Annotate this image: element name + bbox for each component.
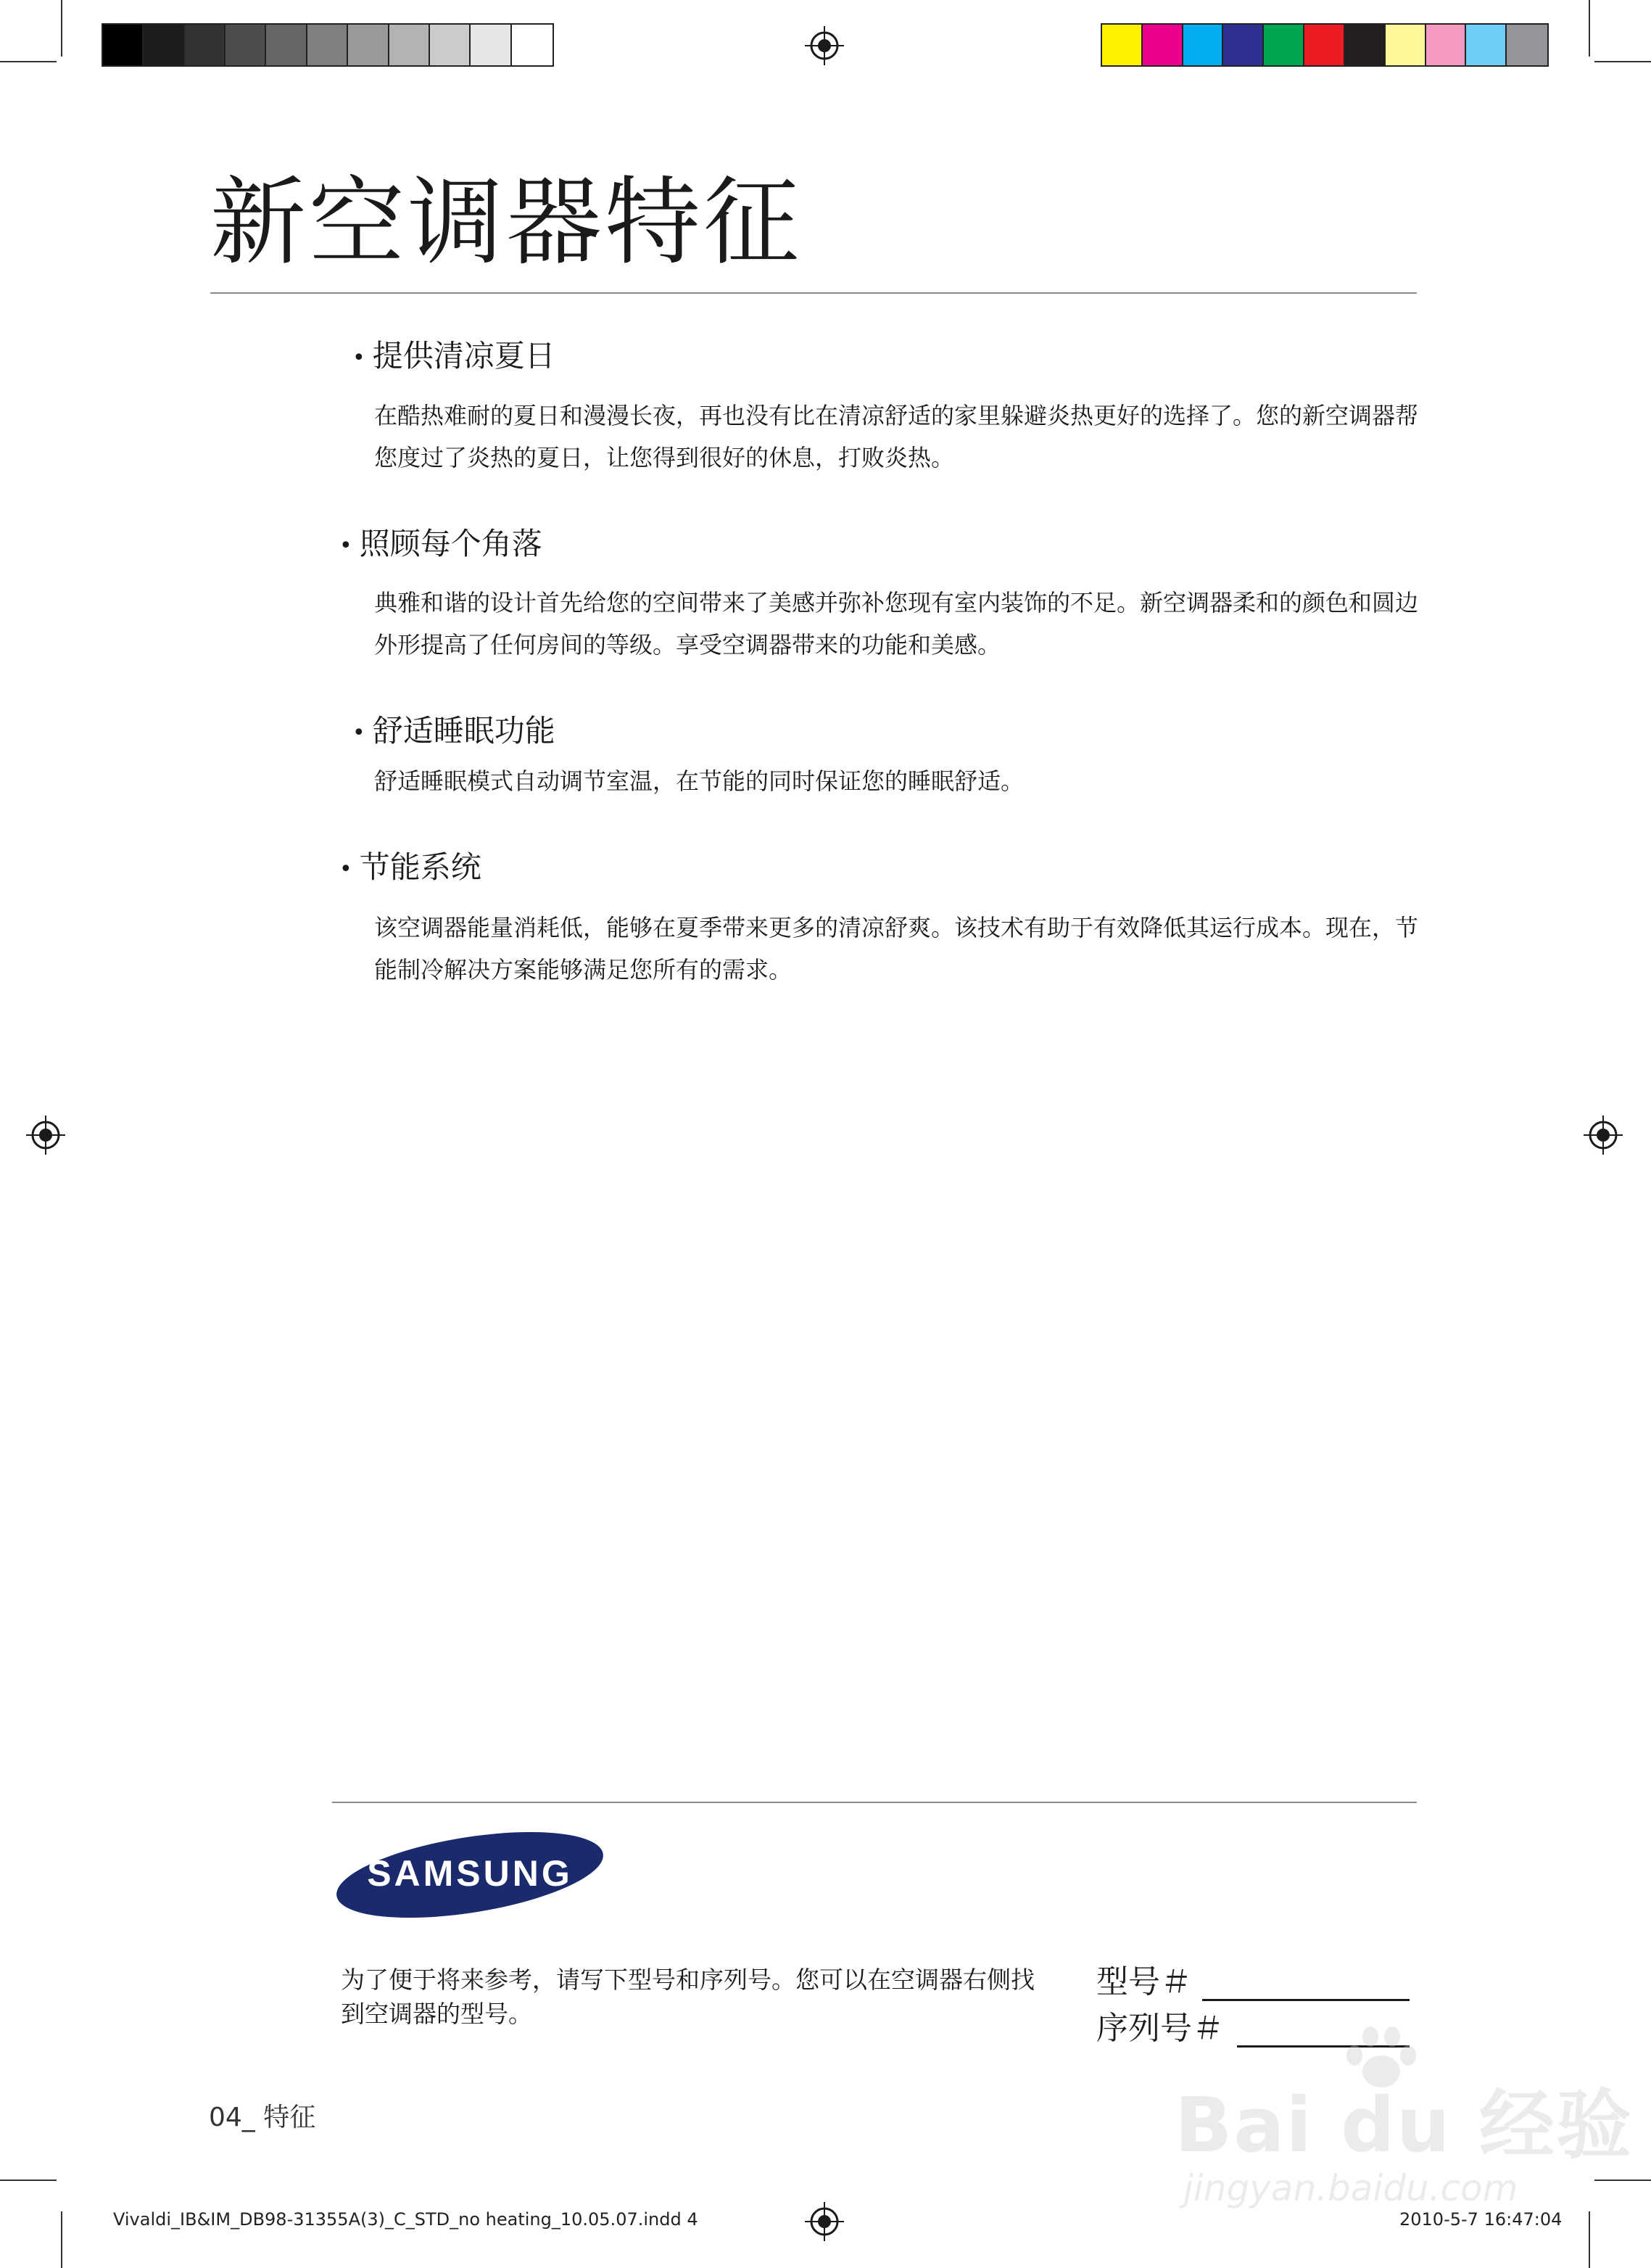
logo-wordmark: SAMSUNG (367, 1853, 573, 1894)
color-swatch (1102, 25, 1143, 65)
color-swatch (144, 25, 184, 65)
color-swatch (185, 25, 225, 65)
color-swatch (348, 25, 389, 65)
section-body: 舒适睡眠模式自动调节室温，在节能的同时保证您的睡眠舒适。 (374, 767, 1025, 795)
color-calibration-bar (1101, 23, 1549, 67)
color-swatch (225, 25, 266, 65)
registration-mark-icon (26, 1116, 65, 1155)
color-swatch (1143, 25, 1183, 65)
reference-note: 为了便于将来参考，请写下型号和序列号。您可以在空调器右侧找到空调器的型号。 (341, 1966, 1035, 2028)
section-heading-text: 照顾每个角落 (359, 526, 542, 561)
color-swatch (307, 25, 348, 65)
crop-mark (1594, 61, 1651, 62)
page-number: 04_ 特征 (209, 2103, 316, 2132)
grayscale-calibration-bar (102, 23, 554, 67)
watermark-url: jingyan.baidu.com (1183, 2167, 1518, 2209)
watermark (1160, 2024, 1633, 2227)
section-heading-text: 节能系统 (359, 849, 481, 885)
model-number-field[interactable] (1202, 1999, 1410, 2001)
serial-number-label: 序列号＃ (1096, 2010, 1224, 2047)
section-heading (339, 849, 481, 888)
color-swatch (1183, 25, 1224, 65)
color-swatch (266, 25, 307, 65)
color-swatch (103, 25, 144, 65)
section-body: 该空调器能量消耗低，能够在夏季带来更多的清凉舒爽。该技术有助于有效降低其运行成本。现在，节能制冷解决方案能够满足您所有的需求。 (374, 914, 1419, 984)
color-swatch (430, 25, 471, 65)
color-swatch (1345, 25, 1386, 65)
color-swatch (1264, 25, 1304, 65)
color-swatch (1304, 25, 1345, 65)
bullet-icon: • (352, 345, 365, 371)
color-swatch (471, 25, 511, 65)
print-slug-datetime: 2010-5-7 16:47:04 (1399, 2209, 1563, 2230)
section-body: 典雅和谐的设计首先给您的空间带来了美感并弥补您现有室内装饰的不足。新空调器柔和的颜色和圆边外形提高了任何房间的等级。享受空调器带来的功能和美感。 (374, 589, 1419, 659)
crop-mark (61, 2211, 62, 2268)
section-body: 在酷热难耐的夏日和漫漫长夜，再也没有比在清凉舒适的家里躲避炎热更好的选择了。您的新空调器帮您度过了炎热的夏日，让您得到很好的休息，打败炎热。 (374, 402, 1419, 471)
bullet-icon: • (352, 719, 365, 746)
print-slug-filename: Vivaldi_IB&IM_DB98-31355A(3)_C_STD_no heating_10.05.07.indd 4 (113, 2209, 698, 2230)
title-divider (210, 292, 1417, 294)
color-swatch (1507, 25, 1547, 65)
crop-mark (61, 0, 62, 57)
color-swatch (1223, 25, 1264, 65)
footer-divider (332, 1802, 1417, 1803)
samsung-logo (332, 1828, 608, 1922)
bullet-icon: • (339, 856, 352, 882)
color-swatch (1426, 25, 1467, 65)
model-number-label: 型号＃ (1096, 1963, 1192, 2000)
color-swatch (1466, 25, 1507, 65)
registration-mark-icon (1584, 1116, 1623, 1155)
crop-mark (1589, 0, 1590, 57)
crop-mark (1594, 2180, 1651, 2181)
section-heading-text: 舒适睡眠功能 (372, 713, 555, 749)
section-heading (352, 337, 555, 377)
crop-mark (0, 61, 57, 62)
page-title: 新空调器特征 (210, 167, 802, 279)
section-heading-text: 提供清凉夏日 (372, 338, 555, 374)
watermark-brand: Bai du 经验 (1175, 2081, 1633, 2169)
crop-mark (1589, 2211, 1590, 2268)
color-swatch (512, 25, 553, 65)
color-swatch (1386, 25, 1426, 65)
bullet-icon: • (339, 532, 352, 558)
color-swatch (389, 25, 430, 65)
registration-mark-icon (805, 26, 844, 65)
crop-mark (0, 2180, 57, 2181)
section-heading (352, 712, 555, 752)
registration-mark-icon (805, 2202, 844, 2241)
section-heading (339, 525, 542, 565)
